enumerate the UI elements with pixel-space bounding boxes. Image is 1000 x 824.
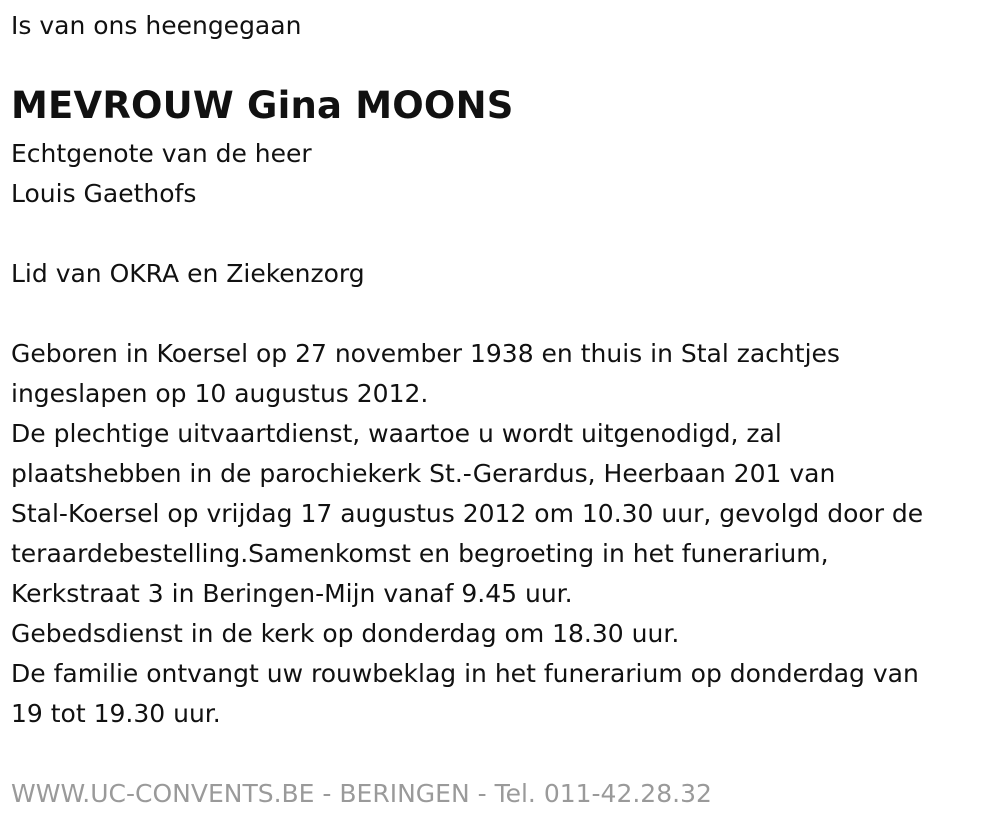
body-line: De familie ontvangt uw rouwbeklag in het funerarium op donderdag van [11,659,919,688]
spouse-line: Louis Gaethofs [11,179,197,208]
footer-contact: WWW.UC-CONVENTS.BE - BERINGEN - Tel. 011-42.28.32 [11,779,712,808]
notice-body [11,334,923,734]
body-line: 19 tot 19.30 uur. [11,699,221,728]
body-line: Geboren in Koersel op 27 november 1938 en thuis in Stal zachtjes [11,339,840,368]
body-line: teraardebestelling.Samenkomst en begroeting in het funerarium, [11,539,829,568]
spouse-block [11,134,312,214]
body-line: ingeslapen op 10 augustus 2012. [11,379,429,408]
body-line: De plechtige uitvaartdienst, waartoe u wordt uitgenodigd, zal [11,419,782,448]
body-line: Gebedsdienst in de kerk op donderdag om 18.30 uur. [11,619,680,648]
membership-text: Lid van OKRA en Ziekenzorg [11,259,365,288]
spouse-line: Echtgenote van de heer [11,139,312,168]
body-line: Kerkstraat 3 in Beringen-Mijn vanaf 9.45 uur. [11,579,573,608]
deceased-name: MEVROUW Gina MOONS [11,84,514,127]
body-line: plaatshebben in de parochiekerk St.-Gerardus, Heerbaan 201 van [11,459,836,488]
body-line: Stal-Koersel op vrijdag 17 augustus 2012 om 10.30 uur, gevolgd door de [11,499,924,528]
intro-text: Is van ons heengegaan [11,11,302,40]
